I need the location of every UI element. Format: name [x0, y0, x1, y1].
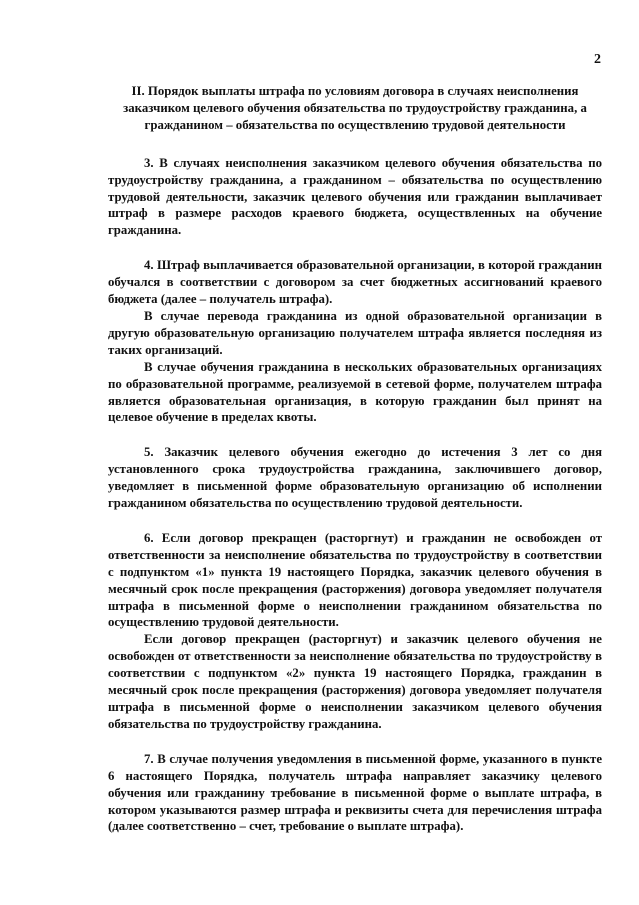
paragraph-4: 4. Штраф выплачивается образовательной организации, в которой гражданин обучался в соответствии с договором за счет бюджетных ассигнований краевого бюджета (далее – получатель штрафа). [108, 258, 602, 307]
document-body [108, 83, 602, 835]
paragraph-7: 7. В случае получения уведомления в письменной форме, указанного в пункте 6 настоящего Порядка, получатель штрафа направляет заказчику целевого обучения или гражданину требование в письменной форме о выплате штрафа, в котором указываются размер штрафа и реквизиты счета для перечисления штрафа (далее соответственно – счет, требование о выплате штрафа). [108, 751, 602, 834]
paragraph-3: 3. В случаях неисполнения заказчиком целевого обучения обязательства по трудоустройству гражданина, а гражданином – обязательства по осуществлению трудовой деятельности, заказчик целевого обучения или гражданин выплачивает штраф в размере расходов краевого бюджета, осуществленных на обучение гражданина. [108, 155, 602, 238]
paragraph-4-network: В случае обучения гражданина в нескольких образовательных организациях по образовательной программе, реализуемой в сетевой форме, получателем штрафа является образовательная организация, в которую гражданин был принят на целевое обучение в пределах квоты. [108, 359, 602, 425]
section-title: II. Порядок выплаты штрафа по условиям договора в случаях неисполнения заказчиком целевого обучения обязательства по трудоустройству гражданина, а гражданином – обязательства по осуществлению трудовой деятельности [123, 84, 587, 132]
page-number: 2 [594, 52, 601, 67]
paragraph-gap [108, 426, 602, 444]
paragraph-gap [108, 239, 602, 257]
paragraph-4-transfer: В случае перевода гражданина из одной образовательной организации в другую образовательную организацию получателем штрафа является последняя из таких организаций. [108, 308, 602, 357]
paragraph-6-customer: Если договор прекращен (расторгнут) и заказчик целевого обучения не освобожден от ответственности за неисполнение обязательства по трудоустройству в соответствии с подпунктом «2» пункта 19 настоящего Порядка, гражданин в месячный срок после прекращения (расторжения) договора уведомляет получателя штрафа в письменной форме о неисполнении заказчиком целевого обучения обязательства по трудоустройству гражданина. [108, 632, 602, 731]
paragraph-6: 6. Если договор прекращен (расторгнут) и гражданин не освобожден от ответственности за неисполнение обязательства по трудоустройству в соответствии с подпунктом «1» пункта 19 настоящего Порядка, заказчик целевого обучения в месячный срок после прекращения (расторжения) договора уведомляет получателя штрафа в письменной форме о неисполнении гражданином обязательства по осуществлению трудовой деятельности. [108, 530, 602, 630]
paragraph-gap [108, 733, 602, 751]
paragraph-gap [108, 512, 602, 530]
paragraph-5: 5. Заказчик целевого обучения ежегодно до истечения 3 лет со дня установленного срока трудоустройства гражданина, заключившего договор, уведомляет в письменной форме образовательную организацию об исполнении гражданином обязательства по осуществлению трудовой деятельности. [108, 445, 602, 511]
